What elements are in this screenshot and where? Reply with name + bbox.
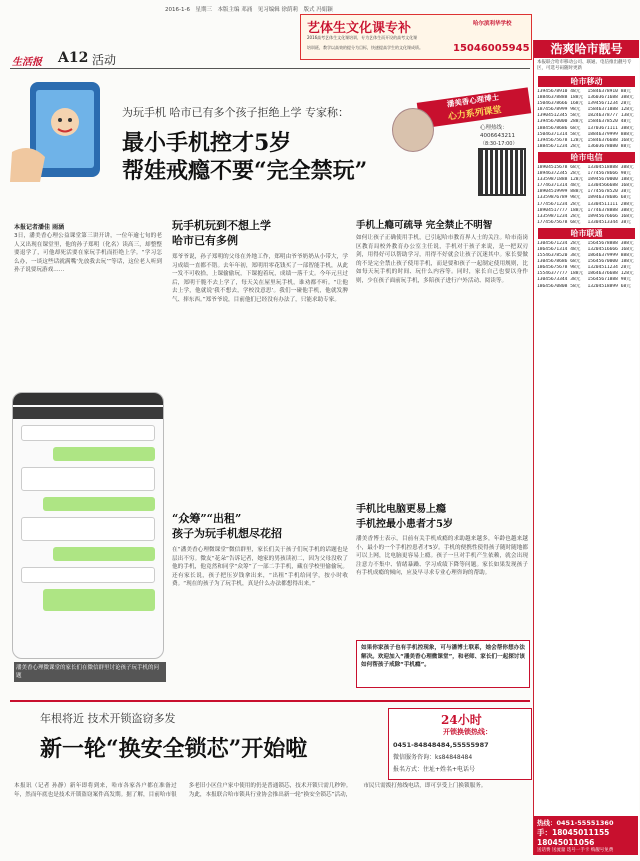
number-item: 18904519999 888元 [537,189,584,195]
col1b-heading-2: 孩子为玩手机想尽花招 [172,527,282,540]
number-item: 13603678080 88元 [587,143,631,149]
top-ad [300,14,532,60]
chat-bubble [43,589,155,611]
top-ad-title: 艺体生文化课专补 [307,21,412,36]
sidebar-phone-1: 热线：0451-55551360 [537,819,614,827]
number-item: 15645678888 388元 [587,240,634,246]
top-ad-line2: 培训班，教学以高效的提分为目标，快速提高学生的文化课成绩。 [307,45,423,50]
top-ad-line1: 2016高考艺体生文化课培训，专为艺体生而开设的高考文化课 [307,35,418,40]
number-item: 15645670000 188元 [587,259,634,265]
header-rule [10,68,530,69]
mobile-number-list [534,89,639,150]
number-item: 13304513344 38元 [587,219,631,225]
number-item: 18945670000 188元 [587,177,634,183]
sidebar-note: 送话费 送流量 选号一手卡 购靓号免费 [537,848,614,853]
col2b-body: 潘美香博士表示，目前有关手机成瘾的求助越来越多，年龄也越来越小，最小的一个手机控患者才5岁。手机的便携性使得孩子随时随地都可以上网，比电脑更容易上瘾。孩子一旦对手机产生依赖，就会出现注意力不集中、情绪暴躁、学习成绩下降等问题。家长如果发现孩子有手机成瘾的倾向，应及早寻求专业心理咨询的帮助。 [356,536,528,576]
hero-headline-2: 帮娃戒瘾不要“完全禁玩” [122,158,368,184]
sec-telecom: 哈市电信 [538,152,635,163]
chat-bubble [53,447,155,461]
number-item: 15046371314 58元 [537,131,581,137]
qr-code[interactable] [478,148,526,196]
brand-logo: 生活报 [12,57,42,68]
service-label: 开锁换锁热线： [443,728,492,736]
number-item: 15546377777 188元 [537,271,584,277]
number-item: 18846378888 188元 [537,95,584,101]
sidebar-phone-2: 手：18045011155 [537,828,610,837]
number-item: 13045678686 68元 [537,259,581,265]
number-item: 18645671314 48元 [537,246,581,252]
hero-kicker: 为玩手机 哈市已有多个孩子拒绝上学 专家称： [122,106,349,119]
number-item: 13359871234 28元 [537,213,581,219]
consult-phone: 4006643211 [480,133,515,139]
number-item: 13703671111 388元 [587,125,634,131]
locksmith-tip: 报名方式：住址+姓名+电话号 [393,766,476,773]
number-item: 13204518899 68元 [587,283,631,289]
number-item: 13359871888 128元 [537,177,584,183]
number-item: 13204511234 28元 [587,265,631,271]
number-item: 15546378520 38元 [537,253,581,259]
phone-caption: 潘美香心理微课堂的家长们在微信群里讨论孩子玩手机的问题 [14,662,166,682]
number-item: 18646376688 128元 [587,271,634,277]
number-item: 13359876789 98元 [537,195,581,201]
locksmith-hotline: 0451-84848484,55555987 [393,741,489,749]
chat-bubble [53,547,155,561]
chat-bubble [43,497,155,511]
number-item: 13904512345 58元 [537,113,581,119]
col2b-heading-2: 手机控最小患者才5岁 [356,519,453,530]
sec-mobile: 哈市移动 [538,76,635,87]
col2-heading: 手机上瘾可疏导 完全禁止不明智 [356,220,493,231]
number-item: 18645675678 98元 [537,265,581,271]
number-item: 15846376688 168元 [587,137,634,143]
section-label: 活动 [92,53,117,67]
number-item: 15846371888 128元 [587,107,634,113]
locksmith-ad [388,708,532,780]
date-line: 2016-1-6 星期三 本版主编 邓涌 见习编辑 徐荫莉 版式 冯娟颖 [165,7,333,13]
sidebar-footer [534,816,638,855]
expert-tag-line2: 心力系列课堂 [447,105,503,123]
number-item: 18246378777 138元 [587,113,634,119]
chat-bubble [21,567,155,583]
number-item: 17746378888 388元 [587,207,634,213]
number-item: 18745678999 98元 [537,107,581,113]
number-item: 18945676666 168元 [587,213,634,219]
number-item: 13045673344 38元 [537,277,581,283]
sidebar-title: 浩爽哈市靓号 [534,40,639,58]
locksmith-wechat: 微信服务咨询：ks84848484 [393,754,473,761]
number-item: 17745678520 38元 [587,189,631,195]
number-item: 18946372345 28元 [537,171,581,177]
phone-chat-header [13,407,163,419]
number-item: 13304511111 288元 [587,201,634,207]
number-item: 18946378686 68元 [587,195,631,201]
number-item: 13945670000 288元 [537,119,584,125]
bottom-body: 本报讯（记者 孙静）新年即将到来，哈市各家各户都在准备过年，然而年底也是技术开锁盗窃案件高发期。据了解，目前哈市很多老旧小区住户家中使用的仍是普通锁芯，技术开锁只需几秒钟。为此，本报联合哈市锁具行业协会推出新一轮“换安全锁芯”活动，市民只需拨打热线电话，即可享受上门换锁服务。 [14,783,487,798]
number-item: 17745671234 28元 [537,201,581,207]
col1-heading-2: 哈市已有多例 [172,234,238,247]
number-item: 15645671888 98元 [587,277,631,283]
number-sidebar [533,40,639,855]
unicom-number-list [534,241,639,290]
sidebar-subtitle: 本报联合哈市移动公司、联通、电信推出靓号专区，可选号码随时更新 [537,60,632,71]
sec-unicom: 哈市联通 [538,228,635,239]
chat-bubble [21,467,155,491]
expert-tag [417,87,532,128]
number-item: 15046378666 168元 [537,101,584,107]
wechat-phone-screenshot [12,392,164,659]
notice-box [356,640,530,688]
number-item: 13945675678 128元 [537,137,584,143]
hero-illustration [10,72,118,187]
col1-body: 郑爷爷说，孙子郑明的父母在外地工作，郑明由爷爷奶奶从小带大，学习成绩一直都不错。去年年初，郑明用零花钱买了一部智能手机，从此一发不可收拾，上课偷偷玩，下课抱着玩，成绩一落千丈。今年元旦过后，郑明干脆不去上学了，每天关在屋里玩手机，谁劝都不听。“让他去上学，他就说‘我不想去，学校没意思’。我们一碰他手机，他就发脾气、摔东西。”郑爷爷说，目前他们已经没有办法了，只能求助专家。 [172,254,348,303]
number-item: 17746371314 48元 [537,183,581,189]
service-time: 24小时 [441,713,482,727]
number-item: 17745678666 98元 [587,171,631,177]
byline: 本报记者潘佳 雨涵 [14,224,65,231]
number-item: 18904515678 68元 [537,164,581,170]
number-item: 18845678686 68元 [537,125,581,131]
number-item: 18904517777 188元 [537,207,584,213]
number-item: 13045671234 28元 [537,240,581,246]
number-item: 18646379999 888元 [587,253,634,259]
hero-headline-1: 最小手机控才5岁 [122,130,292,156]
expert-tag-line1: 潘美香心理博士 [446,92,500,109]
chat-bubble [21,517,155,541]
phone-hand-illustration [10,72,118,187]
number-item: 18845671234 28元 [537,143,581,149]
top-ad-phone: 15046005945 [453,43,530,54]
number-item: 18645670808 58元 [537,283,581,289]
number-item: 13945678910 48元 [537,89,581,94]
bottom-divider [10,700,530,702]
number-item: 18846379999 888元 [587,131,634,137]
col2-body: 如何让孩子正确使用手机，已引起哈市教育界人士的关注。哈市南岗区教育局校外教育办公室主任说，手机对于孩子来说，是一把双刃剑，用得好可以帮助学习，用得不好就会让孩子沉迷其中。家长要做的不是完全禁止孩子使用手机，而是要和孩子一起制定使用规则，比如每天玩手机的时间、玩什么内容等。同时，家长自己也要以身作则，少在孩子面前玩手机，多陪孩子进行户外活动、阅读等。 [356,235,528,284]
col1-heading-1: 玩手机玩到不想上学 [172,219,271,232]
number-item: 15846378520 48元 [587,119,631,125]
chat-bubble [21,425,155,441]
number-item: 13304518888 388元 [587,164,634,170]
number-item: 17745675678 68元 [537,219,581,225]
notice-text: 如果你家孩子也有手机控现象，可与潘博士联系，她会帮你想办法解决。欢迎加入“潘美香心理微课堂”，和老师、家长们一起探讨该如何帮孩子戒除“手机瘾”。 [361,645,525,668]
bottom-headline: 新一轮“换安全锁芯”开始啦 [40,736,308,762]
number-item: 13304566688 168元 [587,183,634,189]
consult-ext: （8:30-17:00） [480,141,518,147]
consult-label: 心理热线： [480,125,508,131]
telecom-number-list [534,165,639,226]
phone-status-bar [13,393,163,405]
col2b-heading-1: 手机比电脑更易上瘾 [356,504,446,515]
bottom-kicker: 年根将近 技术开锁盗窃多发 [40,712,176,725]
top-ad-school: 哈尔滨利华学校 [473,21,512,27]
col1b-heading-1: “众筹”“出租” [172,512,242,525]
expert-avatar [392,108,434,152]
number-item: 13603671688 388元 [587,95,634,101]
sidebar-phone-3: 18045011056 [537,838,595,847]
number-item: 15846378910 88元 [587,89,631,94]
number-item: 13945671234 28元 [587,101,631,107]
col1b-body: 在“潘美香心理微课堂”微信群里，家长们关于孩子们玩手机的话题也是层出不穷。微友“花朵”告诉记者，她家的男孩读初二，因为父母没收了他的手机，他竟然和同学“众筹”了一部二手手机，藏在学校里偷偷玩。还有家长说，孩子把压岁钱拿出来，“出租”手机给同学，按小时收费。“现在的孩子为了玩手机，真是什么办法都想得出来。” [172,547,348,587]
lead-paragraph: 3日，潘美香心理公益课堂第三讲开讲，一位年逾七旬的老人又出现在课堂里，他的孙子郑明（化名）读高三，却整整要退学了，可他却死活要在家玩手机而拒绝上学。“学习怎么办，一谈这些话就满嘴‘先放我去玩’”等话，这位老人听到孙子说要玩游戏…… [14,233,162,273]
number-item: 13204516666 168元 [587,246,634,252]
page-number: A12 [58,50,89,66]
